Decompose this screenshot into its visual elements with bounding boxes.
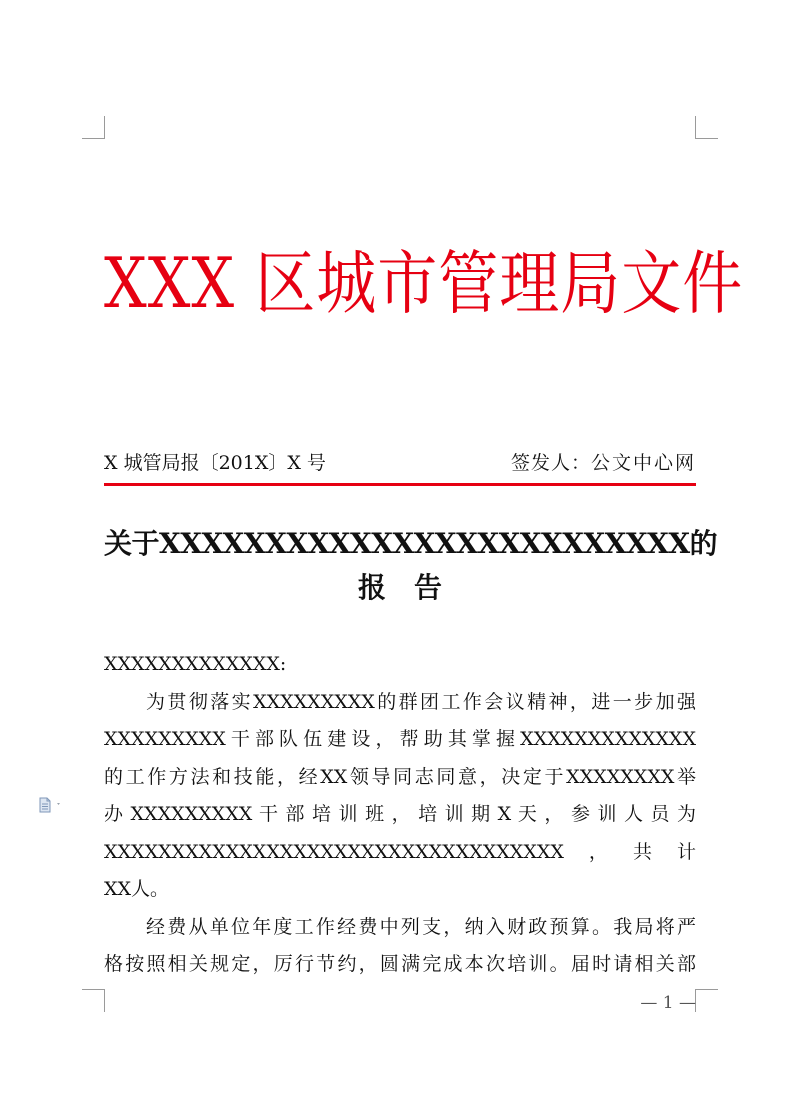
document-options-icon[interactable] bbox=[38, 797, 64, 813]
body-line-5: XXXXXXXXXXXXXXXXXXXXXXXXXXXXXXXXXX，共计 bbox=[104, 840, 696, 863]
crop-mark-top-left bbox=[82, 116, 105, 139]
signer-label: 签发人： bbox=[510, 452, 591, 474]
document-red-header-title: XXX 区城市管理局文件 bbox=[104, 243, 744, 325]
body-line-4: 办 XXXXXXXXX 干 部 培 训 班 ， 培 训 期 X 天 ， 参 训 人 员 为 bbox=[104, 803, 696, 825]
body-line-3: 的工作方法和技能，经XX领导同志同意，决定于XXXXXXXX举 bbox=[104, 765, 696, 788]
body-line-1: 为贯彻落实XXXXXXXXX的群团工作会议精神，进一步加强 bbox=[146, 690, 696, 713]
report-title-line-2: 报告 bbox=[357, 571, 470, 604]
report-title bbox=[104, 522, 718, 610]
report-title-line-1: 关于XXXXXXXXXXXXXXXXXXXXXXXXX的 bbox=[104, 527, 718, 560]
body-line-6: XX人。 bbox=[104, 878, 170, 900]
signer bbox=[511, 448, 696, 478]
body-line-2: XXXXXXXXX干部队伍建设，帮助其掌握XXXXXXXXXXXXX bbox=[104, 728, 696, 750]
document-body[interactable] bbox=[104, 646, 696, 984]
page-number: — 1 — bbox=[640, 993, 696, 1013]
document-meta-row bbox=[104, 448, 696, 478]
crop-mark-bottom-right bbox=[695, 989, 718, 1012]
body-line-7: 经费从单位年度工作经费中列支，纳入财政预算。我局将严 bbox=[146, 915, 696, 938]
crop-mark-top-right bbox=[695, 116, 718, 139]
red-separator-line bbox=[104, 483, 696, 486]
body-line-8: 格按照相关规定，厉行节约，圆满完成本次培训。届时请相关部 bbox=[104, 953, 696, 975]
salutation: XXXXXXXXXXXXX: bbox=[104, 653, 287, 675]
signer-name: 公文中心网 bbox=[590, 452, 696, 474]
crop-mark-bottom-left bbox=[82, 989, 105, 1012]
document-number: X 城管局报〔201X〕X 号 bbox=[104, 452, 326, 474]
